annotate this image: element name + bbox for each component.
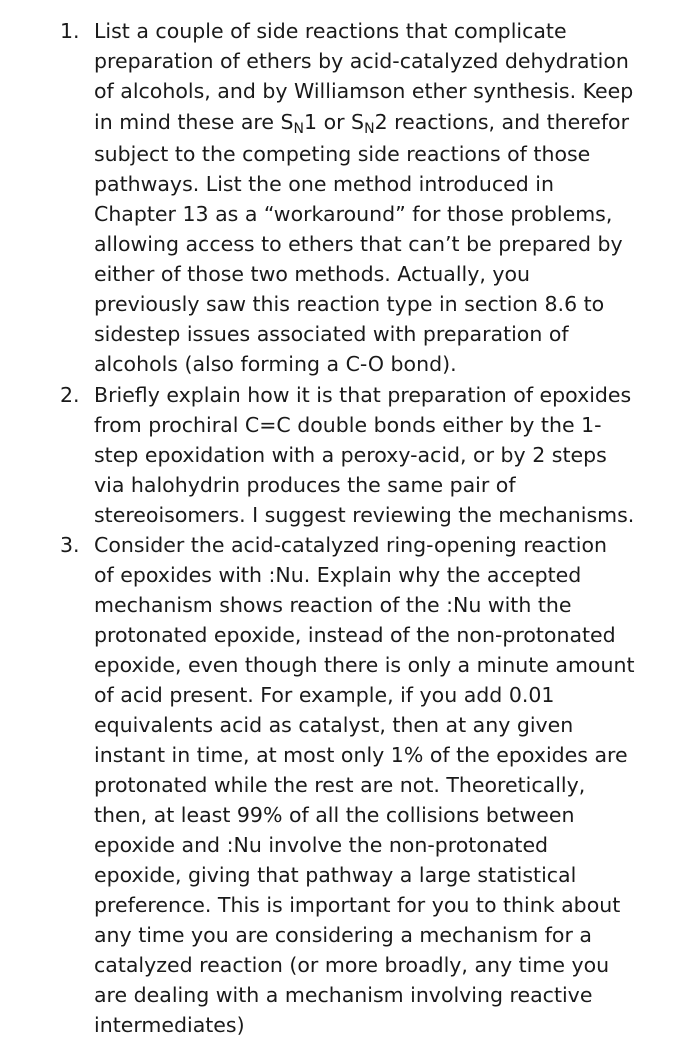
text-run: 1 or S — [304, 110, 365, 134]
question-line: from prochiral C=C double bonds either by the 1- — [94, 413, 602, 437]
question-line: epoxide, giving that pathway a large statistical — [94, 863, 577, 887]
question-line: preference. This is important for you to think about — [94, 893, 621, 917]
question-line: previously saw this reaction type in section 8.6 to — [94, 292, 605, 316]
question-line: allowing access to ethers that can’t be prepared by — [94, 232, 623, 256]
question-line: of epoxides with :Nu. Explain why the accepted — [94, 563, 582, 587]
question-line: stereoisomers. I suggest reviewing the mechanisms. — [94, 503, 635, 527]
question-number: 2. — [60, 383, 80, 407]
question-line: sidestep issues associated with preparation of — [94, 322, 569, 346]
question-line: are dealing with a mechanism involving reactive — [94, 983, 593, 1007]
question-line — [94, 107, 629, 137]
question-line: alcohols (also forming a C-O bond). — [94, 352, 457, 376]
subscript-n: N — [364, 121, 375, 137]
question-line: then, at least 99% of all the collisions between — [94, 803, 575, 827]
question-line: of alcohols, and by Williamson ether synthesis. Keep — [94, 79, 634, 103]
question-line: any time you are considering a mechanism for a — [94, 923, 592, 947]
question-line: instant in time, at most only 1% of the epoxides are — [94, 743, 628, 767]
question-line: Chapter 13 as a “workaround” for those problems, — [94, 202, 613, 226]
question-line: epoxide, even though there is only a minute amount — [94, 653, 635, 677]
question-number: 1. — [60, 19, 80, 43]
question-line: protonated epoxide, instead of the non-protonated — [94, 623, 616, 647]
question-line: List a couple of side reactions that complicate — [94, 19, 567, 43]
question-line: equivalents acid as catalyst, then at any given — [94, 713, 574, 737]
question-line: preparation of ethers by acid-catalyzed dehydration — [94, 49, 629, 73]
question-line: catalyzed reaction (or more broadly, any time you — [94, 953, 610, 977]
question-line: epoxide and :Nu involve the non-protonated — [94, 833, 549, 857]
question-line: mechanism shows reaction of the :Nu with the — [94, 593, 572, 617]
question-line: protonated while the rest are not. Theoretically, — [94, 773, 586, 797]
question-line: Briefly explain how it is that preparation of epoxides — [94, 383, 632, 407]
question-line: intermediates) — [94, 1013, 245, 1037]
question-line: via halohydrin produces the same pair of — [94, 473, 516, 497]
question-line: either of those two methods. Actually, you — [94, 262, 531, 286]
question-line: subject to the competing side reactions of those — [94, 142, 591, 166]
text-run: in mind these are S — [94, 110, 294, 134]
question-line: of acid present. For example, if you add 0.01 — [94, 683, 555, 707]
text-run: 2 reactions, and therefor — [374, 110, 630, 134]
question-line: Consider the acid-catalyzed ring-opening reaction — [94, 533, 608, 557]
question-line: pathways. List the one method introduced in — [94, 172, 554, 196]
subscript-n: N — [293, 121, 305, 137]
question-line: step epoxidation with a peroxy-acid, or by 2 steps — [94, 443, 607, 467]
question-number: 3. — [60, 533, 80, 557]
